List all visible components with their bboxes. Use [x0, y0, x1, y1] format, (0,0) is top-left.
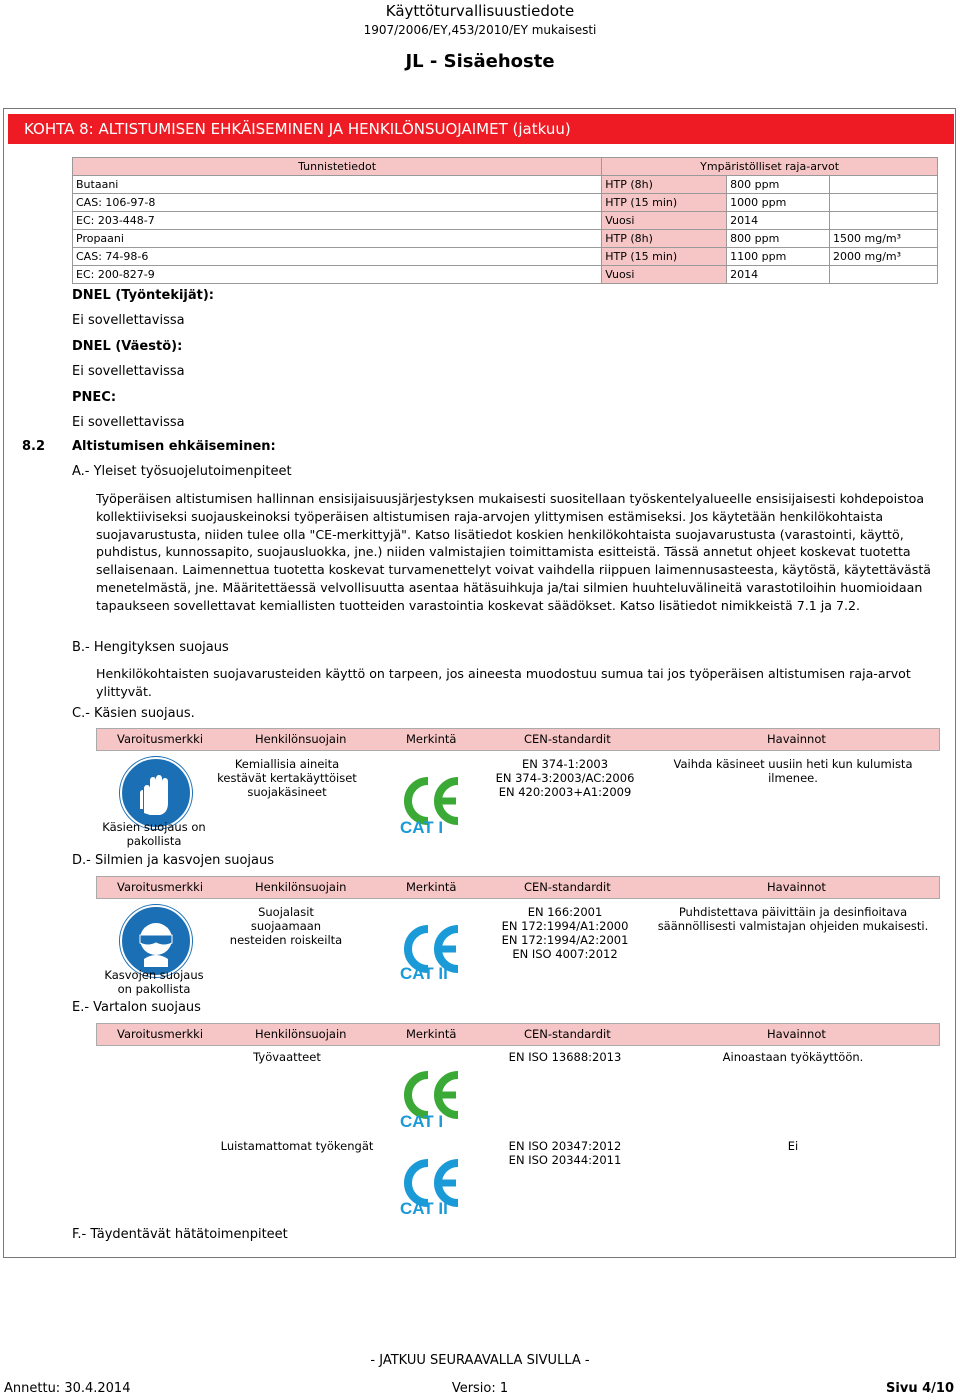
pnec-value: Ei sovellettavissa: [72, 415, 185, 430]
ce-mark-icon: [398, 770, 464, 850]
continues-note: - JATKUU SEURAAVALLA SIVULLA -: [370, 1353, 590, 1368]
limit-extra: [830, 266, 938, 284]
ppe-header-row: [96, 1023, 940, 1046]
page-number: Sivu 4/10: [886, 1381, 954, 1396]
dnel-public-value: Ei sovellettavissa: [72, 364, 185, 379]
cat-label: CAT II: [400, 1199, 448, 1218]
table-row: [73, 194, 938, 212]
limit-value: 2014: [727, 212, 830, 230]
limit-value: 1100 ppm: [727, 248, 830, 266]
paragraph-line: sellaisenaan. Laimennettua tuotetta koskevat turvamenettelyt voivat vaihdella riippuen laimennusasteesta, käytöstä, käytettävästä: [96, 562, 931, 578]
face-notes: Puhdistettava päivittäin ja desinfioitava säännöllisesti valmistajan ohjeiden mukaisesti.: [657, 905, 929, 933]
part-a-title: A.- Yleiset työsuojelutoimenpiteet: [72, 464, 292, 479]
cen-standard: EN ISO 4007:2012: [512, 947, 618, 961]
body-notes-shoes: Ei: [787, 1139, 799, 1153]
header-cen: CEN-standardit: [524, 880, 611, 894]
cen-standard: EN ISO 20344:2011: [508, 1153, 622, 1167]
header-cen: CEN-standardit: [524, 1027, 611, 1041]
cen-standard: EN 172:1994/A2:2001: [501, 933, 629, 947]
paragraph-line: tapaukseen sovellettavat kemiallisten tuotteiden varastointia koskevat säädökset. Katso lisätiedot nimikkeistä 7.1 ja 7.2.: [96, 597, 861, 613]
face-sign-caption: Kasvojen suojaus on pakollista: [104, 968, 204, 996]
header-ppe: Henkilönsuojain: [255, 1027, 347, 1041]
regulation-reference: 1907/2006/EY,453/2010/EY mukaisesti: [363, 23, 597, 37]
paragraph-line: Henkilökohtaisten suojavarusteiden käyttö on tarpeen, jos aineesta muodostuu sumua tai jos työperäisen altistumisen raja-arvot: [96, 666, 911, 681]
limit-type: HTP (8h): [602, 230, 727, 248]
header-notes: Havainnot: [767, 732, 826, 746]
cat-label: CAT II: [400, 964, 448, 983]
limit-type: HTP (15 min): [602, 194, 727, 212]
header-cen: CEN-standardit: [524, 732, 611, 746]
paragraph-line: ylittyvät.: [96, 683, 152, 699]
cen-standard: EN 166:2001: [527, 905, 603, 919]
gloves-ppe: Kemiallisia aineita kestävät kertakäyttöiset suojakäsineet: [217, 757, 357, 799]
body-ppe-clothing: Työvaatteet: [253, 1050, 321, 1064]
gloves-sign-icon: [120, 757, 192, 829]
ce-mark-icon: [398, 1152, 464, 1232]
limit-value: 800 ppm: [727, 176, 830, 194]
header-notes: Havainnot: [767, 1027, 826, 1041]
limit-value: 2014: [727, 266, 830, 284]
table-row: [73, 266, 938, 284]
body-cen-clothing: EN ISO 13688:2013: [508, 1050, 622, 1064]
part-c-title: C.- Käsien suojaus.: [72, 706, 195, 721]
dnel-public-label: DNEL (Väestö):: [72, 339, 183, 354]
paragraph-line: suojavarustusta, niiden tulee olla "CE-merkittyjä". Katso lisätiedot koskien henkilökohtaista suojavarustusta (varastointi, käyttö,: [96, 526, 904, 542]
table-row: [73, 212, 938, 230]
part-b-paragraph: [96, 665, 946, 701]
limit-value: 1000 ppm: [727, 194, 830, 212]
part-d-title: D.- Silmien ja kasvojen suojaus: [72, 853, 275, 868]
header-marking: Merkintä: [406, 1027, 457, 1041]
product-name: JL - Sisäehoste: [405, 51, 555, 72]
cen-standard: EN ISO 20347:2012: [508, 1139, 622, 1153]
part-e-title: E.- Vartalon suojaus: [72, 1000, 201, 1015]
pnec-label: PNEC:: [72, 390, 117, 405]
header-ppe: Henkilönsuojain: [255, 880, 347, 894]
cen-standard: EN 172:1994/A1:2000: [501, 919, 629, 933]
cen-standard: EN 374-3:2003/AC:2006: [495, 771, 635, 785]
ppe-header-row: [96, 876, 940, 899]
substance-cas: CAS: 74-98-6: [73, 248, 602, 266]
section-8-2-title: Altistumisen ehkäiseminen:: [72, 439, 276, 454]
part-f-title: F.- Täydentävät hätätoimenpiteet: [72, 1227, 288, 1242]
version: Versio: 1: [451, 1381, 509, 1396]
gloves-cen-list: [490, 757, 640, 799]
col-identification-header: Tunnistetiedot: [73, 158, 602, 176]
col-limits-header: Ympäristölliset raja-arvot: [602, 158, 938, 176]
cen-standard: EN 420:2003+A1:2009: [498, 785, 632, 799]
paragraph-line: menetelmästä, jne. Määritettäessä velvollisuutta asentaa hätäsuihkuja ja/tai silmien huuhteluvälineitä varastotiloihin huomioidaan: [96, 579, 923, 595]
substance-cas: CAS: 106-97-8: [73, 194, 602, 212]
cat-label: CAT I: [400, 818, 444, 837]
substance-ec: EC: 203-448-7: [73, 212, 602, 230]
header-marking: Merkintä: [406, 732, 457, 746]
header-notes: Havainnot: [767, 880, 826, 894]
face-protection-sign-icon: [120, 905, 192, 977]
paragraph-line: puhdistus, kunnossapito, suojausluokka, jne.) niiden valmistajien toimittamista esitteistä. Tässä annetut ohjeet koskevat tuotetta: [96, 544, 911, 560]
ce-mark-icon: [398, 1064, 464, 1144]
dnel-workers-value: Ei sovellettavissa: [72, 313, 185, 328]
limit-type: Vuosi: [602, 266, 727, 284]
cen-standard: EN 374-1:2003: [521, 757, 609, 771]
issued-date: Annettu: 30.4.2014: [4, 1381, 131, 1396]
face-ppe: Suojalasit suojaamaan nesteiden roiskeilta: [229, 905, 343, 947]
table-row: [73, 230, 938, 248]
section-8-2-number: 8.2: [22, 439, 46, 454]
substance-ec: EC: 200-827-9: [73, 266, 602, 284]
limit-extra: [830, 176, 938, 194]
dnel-workers-label: DNEL (Työntekijät):: [72, 288, 215, 303]
limit-extra: [830, 194, 938, 212]
limit-extra: 2000 mg/m³: [830, 248, 938, 266]
ppe-header-row: [96, 728, 940, 751]
part-a-paragraph: [96, 490, 946, 615]
limit-extra: [830, 212, 938, 230]
gloves-notes: Vaihda käsineet uusiin heti kun kulumista ilmenee.: [673, 757, 913, 785]
body-ppe-shoes: Luistamattomat työkengät: [220, 1139, 374, 1153]
substance-name: Butaani: [73, 176, 602, 194]
header-ppe: Henkilönsuojain: [255, 732, 347, 746]
document-title: Käyttöturvallisuustiedote: [385, 2, 575, 20]
limit-type: Vuosi: [602, 212, 727, 230]
cat-label: CAT I: [400, 1112, 444, 1131]
table-row: [73, 176, 938, 194]
body-notes-clothing: Ainoastaan työkäyttöön.: [722, 1050, 864, 1064]
section-title-bar: KOHTA 8: ALTISTUMISEN EHKÄISEMINEN JA HENKILÖNSUOJAIMET (jatkuu): [8, 114, 954, 144]
face-cen-list: [490, 905, 640, 961]
ce-mark-icon: [398, 918, 464, 998]
limit-type: HTP (15 min): [602, 248, 727, 266]
limit-extra: 1500 mg/m³: [830, 230, 938, 248]
exposure-limits-table: [72, 157, 938, 284]
paragraph-line: Työperäisen altistumisen hallinnan ensisijaisuusjärjestyksen mukaisesti suositellaan työskentelyalueelle ensisijaisesti kohdepoistoa: [96, 491, 925, 506]
part-b-title: B.- Hengityksen suojaus: [72, 640, 229, 655]
table-row: [73, 248, 938, 266]
body-cen-shoes: [490, 1139, 640, 1167]
substance-name: Propaani: [73, 230, 602, 248]
paragraph-line: kollektiiviseksi suojauskeinoksi työperäisen altistumisen raja-arvojen ylittymisen estämiseksi. Jos käytetään henkilökohtaista: [96, 508, 884, 524]
header-sign: Varoitusmerkki: [117, 732, 204, 746]
header-sign: Varoitusmerkki: [117, 1027, 204, 1041]
header-sign: Varoitusmerkki: [117, 880, 204, 894]
gloves-sign-caption: Käsien suojaus on pakollista: [102, 820, 206, 848]
limit-type: HTP (8h): [602, 176, 727, 194]
header-marking: Merkintä: [406, 880, 457, 894]
limit-value: 800 ppm: [727, 230, 830, 248]
